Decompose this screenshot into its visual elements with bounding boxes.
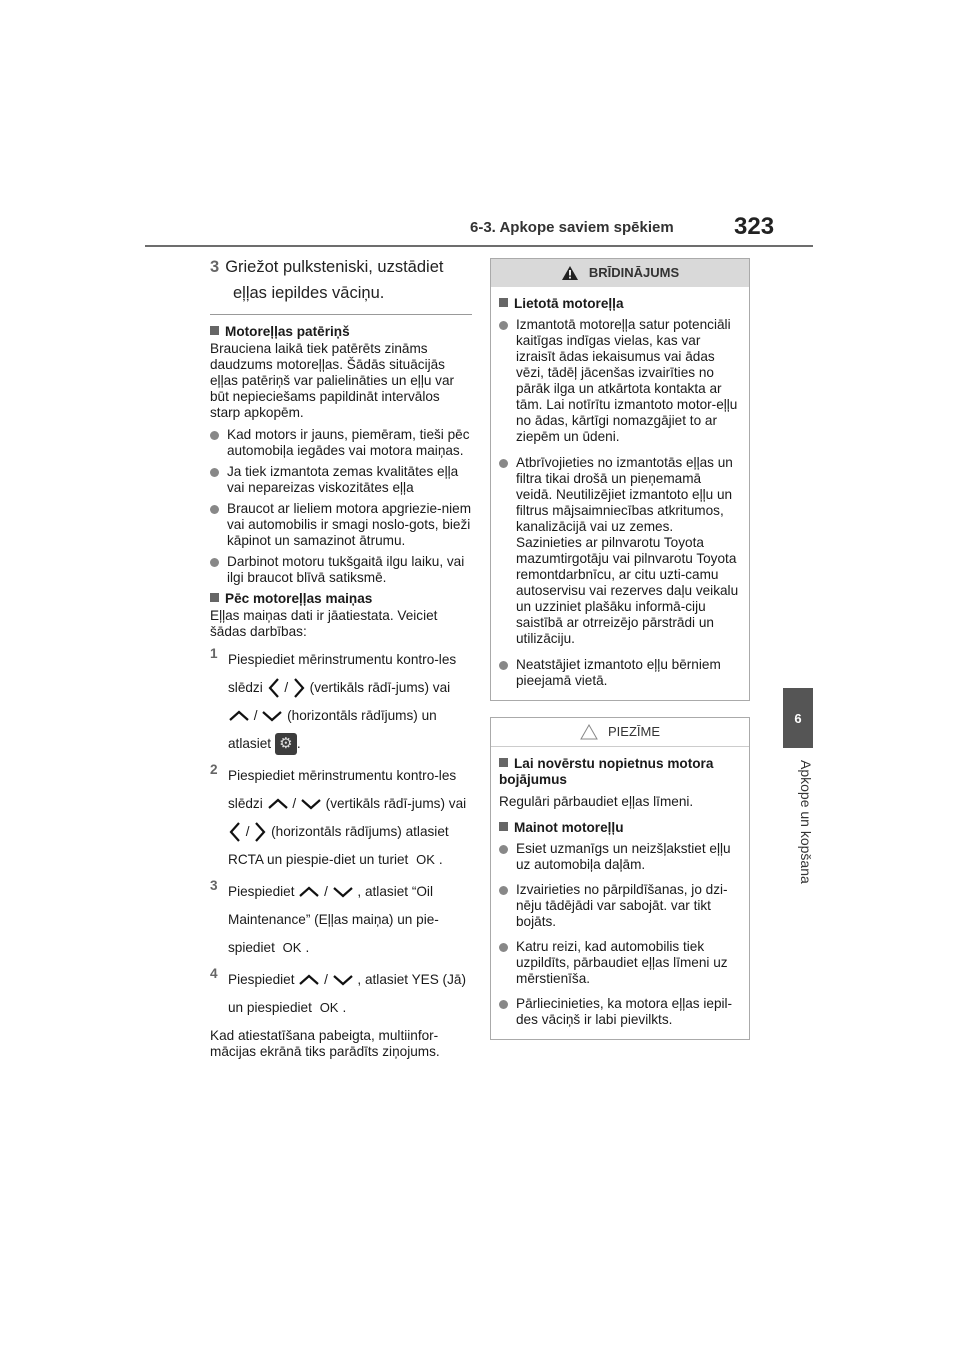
numbered-step-3: 3 Piespiediet / , atlasiet “Oil Maintenance” (Eļļas maiņa) un pie-spiediet OK . [210, 878, 439, 955]
chapter-tab: 6 [783, 688, 813, 748]
notice-heading: Mainot motoreļļu [499, 820, 741, 836]
chevron-left-icon [267, 677, 281, 699]
list-item: Katru reizi, kad automobilis tiek uzpildīts, pārbaudiet eļļas līmeni uz mērstienīša. [499, 939, 741, 987]
bullet-icon [499, 886, 508, 895]
left-column [210, 254, 472, 1066]
section-heading-after-oil-change: Pēc motoreļļas maiņas [210, 591, 472, 607]
numbered-step-2: 2 Piespiediet mērinstrumentu kontro-les slēdzi / (vertikāls rādī-jums) vai / (horizontāls rādījums) atlasiet RCTA un piespie-diet un turiet OK . [210, 762, 467, 867]
bullet-icon [499, 321, 508, 330]
bullet-icon [210, 558, 219, 567]
warning-header: BRĪDINĀJUMS [491, 259, 749, 287]
chevron-left-icon [228, 821, 242, 843]
list-item: Atbrīvojieties no izmantotās eļļas un filtra tikai drošā un pieņemamā veidā. Neutilizējiet izmantoto eļļu un filtrus mājsaimniecības atkritumos, kanalizācijā vai uz zemes. Sazinieties ar pilnvarotu Toyota mazumtirgotāju vai pilnvarotu Toyota remontdarbnīcu, ar citu uzti-camu autoservisu vai rezerves daļu veikalu un uzziniet plašāku informā-ciju saistībā ar otrreizējo pārstrādi un utilizāciju. [499, 455, 741, 647]
chevron-up-icon [228, 709, 250, 723]
paragraph: Regulāri pārbaudiet eļļas līmeni. [499, 794, 694, 809]
square-bullet-icon [499, 758, 508, 767]
square-bullet-icon [210, 593, 219, 602]
notice-box [490, 717, 750, 1040]
list-item: Kad motors ir jauns, piemēram, tieši pēc automobiļa iegādes vai motora maiņas. [210, 427, 472, 459]
step-text: Griežot pulksteniski, uzstādiet [225, 258, 444, 276]
list-item: Izvairieties no pārpildīšanas, jo dzi-nēju tādējādi var sabojāt. var tikt bojāts. [499, 882, 741, 930]
bullet-icon [210, 468, 219, 477]
warning-box [490, 258, 750, 701]
square-bullet-icon [210, 326, 219, 335]
chevron-up-icon [267, 797, 289, 811]
numbered-step-1: 1 Piespiediet mērinstrumentu kontro-les slēdzi / (vertikāls rādī-jums) vai / (horizontāls rādījums) un atlasiet ⚙ . [210, 646, 472, 758]
divider [210, 314, 472, 315]
bullet-icon [499, 845, 508, 854]
ok-button-icon: OK [416, 852, 435, 867]
list-item: Pārliecinieties, ka motora eļļas iepil-des vāciņš ir labi pievilkts. [499, 996, 741, 1028]
section-title: 6-3. Apkope saviem spēkiem [470, 219, 674, 236]
chevron-down-icon [261, 709, 283, 723]
warning-triangle-icon [561, 265, 579, 281]
warning-triangle-icon [580, 724, 598, 740]
list-item: Darbinot motoru tukšgaitā ilgu laiku, vai ilgi braucot blīvā satiksmē. [210, 554, 472, 586]
bullet-icon [499, 661, 508, 670]
list-item: Neatstājiet izmantoto eļļu bērniem pieejamā vietā. [499, 657, 741, 689]
bullet-icon [499, 943, 508, 952]
list-item: Esiet uzmanīgs un neizšļakstiet eļļu uz automobiļa daļām. [499, 841, 741, 873]
chevron-right-icon [292, 677, 306, 699]
bullet-icon [499, 459, 508, 468]
warning-heading: Lietotā motoreļļa [499, 296, 741, 312]
list-item: Izmantotā motoreļļa satur potenciāli kaitīgas indīgas vielas, kas var izraisīt ādas iekaisumus vai ādas vēzi, tādēļ jācenšas izvairīties no pārāk ilga un atkārtota kontakta ar tām. Lai notīrītu izmantoto motor-eļļu no ādas, kārtīgi nomazgājiet to ar ziepēm un ūdeni. [499, 317, 741, 445]
notice-heading: Lai novērstu nopietnus motora bojājumus [499, 756, 714, 787]
ok-button-icon: OK [319, 1000, 339, 1015]
chevron-up-icon [298, 885, 320, 899]
chevron-right-icon [253, 821, 267, 843]
chapter-label: Apkope un kopšana [798, 760, 814, 884]
paragraph: Eļļas maiņas dati ir jāatiestata. Veiciet šādas darbības: [210, 608, 438, 639]
square-bullet-icon [499, 298, 508, 307]
chevron-down-icon [332, 885, 354, 899]
ok-button-icon: OK [282, 940, 302, 955]
bullet-icon [499, 1000, 508, 1009]
step-3-install-cap [210, 254, 472, 306]
numbered-step-4: 4 Piespiediet / , atlasiet YES (Jā) un piespiediet OK . [210, 966, 466, 1015]
paragraph: Kad atiestatīšana pabeigta, multiinfor-mācijas ekrānā tiks parādīts ziņojums. [210, 1028, 440, 1059]
square-bullet-icon [499, 822, 508, 831]
section-heading-oil-consumption: Motoreļļas patēriņš [210, 324, 472, 340]
list-item: Ja tiek izmantota zemas kvalitātes eļļa vai nepareizas viskozitātes eļļa [210, 464, 472, 496]
chevron-up-icon [298, 973, 320, 987]
bullet-icon [210, 505, 219, 514]
bullet-icon [210, 431, 219, 440]
right-column [490, 258, 750, 1040]
notice-header: PIEZĪME [491, 718, 749, 747]
step-number: 3 [210, 258, 220, 276]
page-number: 323 [734, 213, 775, 240]
list-item: Braucot ar lieliem motora apgriezie-niem vai automobilis ir smagi noslo-gots, bieži kāpinot un samazinot ātrumu. [210, 501, 472, 549]
chevron-down-icon [300, 797, 322, 811]
header-divider [145, 245, 813, 247]
step-text-cont: eļļas iepildes vāciņu. [233, 284, 385, 302]
chevron-down-icon [332, 973, 354, 987]
paragraph: Brauciena laikā tiek patērēts zināms daudzums motoreļļas. Šādās situācijās eļļas patēriņš var palielināties un eļļu var būt nepieciešams papildināt intervālos starp apkopēm. [210, 341, 455, 420]
gear-icon: ⚙ [275, 733, 297, 755]
